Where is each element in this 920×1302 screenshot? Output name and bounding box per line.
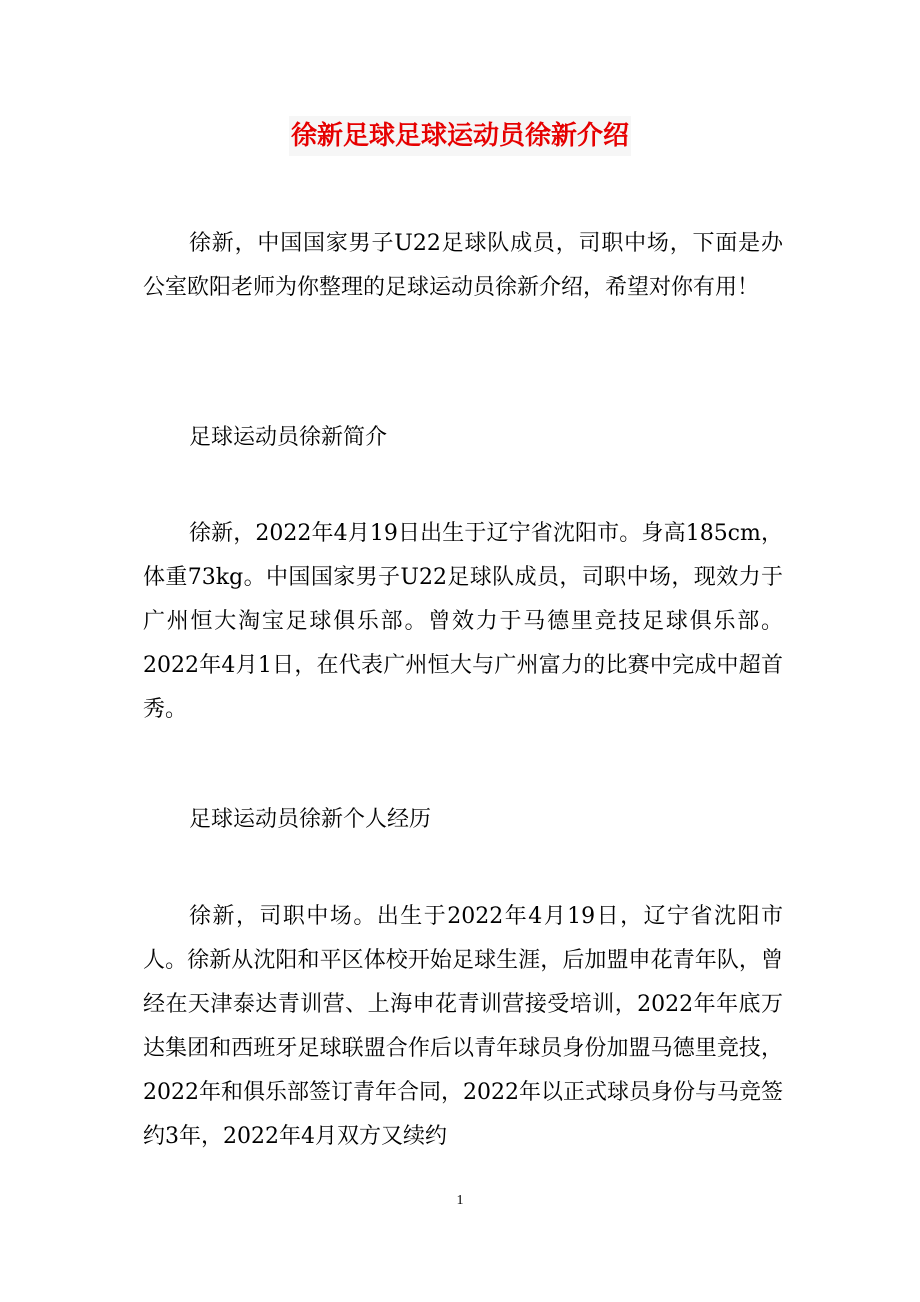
intro-paragraph: 徐新，中国国家男子U22足球队成员，司职中场，下面是办公室欧阳老师为你整理的足球运动员徐新介绍，希望对你有用！: [143, 231, 783, 300]
section-heading-career: 足球运动员徐新个人经历: [189, 807, 432, 832]
career-paragraph: 徐新，司职中场。出生于2022年4月19日，辽宁省沈阳市人。徐新从沈阳和平区体校开始足球生涯，后加盟申花青年队，曾经在天津泰达青训营、上海申花青训营接受培训，2022年年底万达集团和西班牙足球联盟合作后以青年球员身份加盟马德里竞技，2022年和俱乐部签订青年合同，2022年以正式球员身份与马竞签约3年，2022年4月双方又续约: [143, 904, 783, 1149]
profile-paragraph: 徐新，2022年4月19日出生于辽宁省沈阳市。身高185cm，体重73kg。中国国家男子U22足球队成员，司职中场，现效力于广州恒大淘宝足球俱乐部。曾效力于马德里竞技足球俱乐部。2022年4月1日，在代表广州恒大与广州富力的比赛中完成中超首秀。: [143, 521, 783, 722]
page-number: 1: [456, 1193, 464, 1208]
document-title-wrap: [0, 116, 920, 156]
document-title: 徐新足球足球运动员徐新介绍: [289, 116, 631, 156]
section-heading-profile: 足球运动员徐新简介: [189, 425, 388, 450]
